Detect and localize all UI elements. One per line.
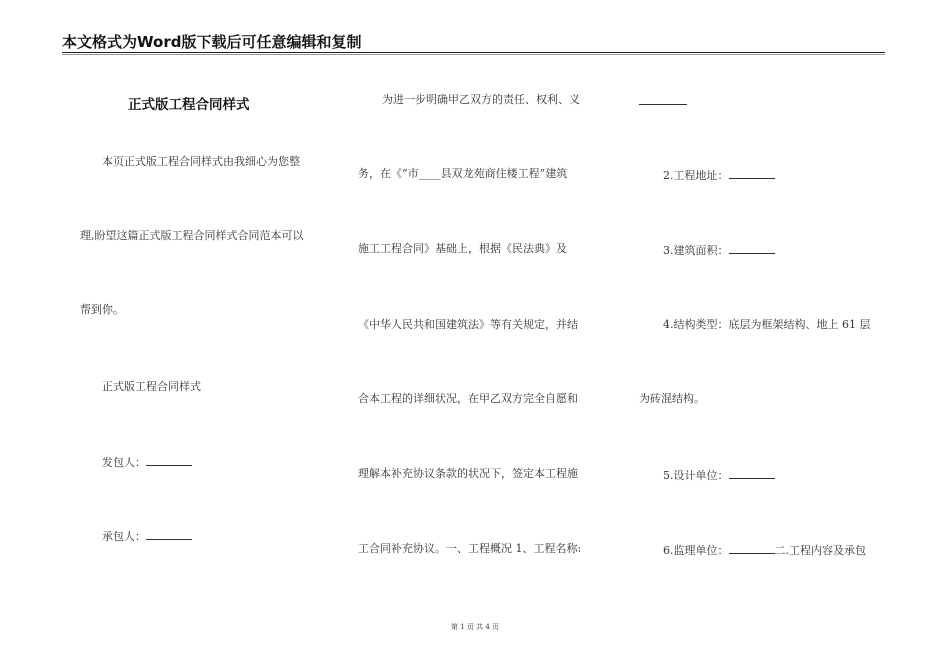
header-rule — [62, 52, 885, 53]
party-a-blank — [146, 454, 192, 466]
item-5-blank — [729, 467, 775, 479]
item-4-line: 4.结构类型：底层为框架结构、地上 61 层 — [663, 318, 871, 331]
body-line-5: 合本工程的详细状况，在甲乙双方完全自愿和 — [358, 392, 578, 405]
item-4-continued: 为砖混结构。 — [639, 392, 705, 405]
project-name-blank — [639, 93, 687, 105]
body-line-1: 为进一步明确甲乙双方的责任、权利、义 — [382, 93, 580, 106]
item-2-label: 2.工程地址： — [663, 169, 729, 182]
item-2-line — [663, 167, 775, 183]
party-a-label: 发包人： — [102, 456, 146, 469]
item-3-line — [663, 242, 775, 258]
page-number: 第 1 页 共 4 页 — [450, 623, 500, 631]
project-name-blank-line — [639, 93, 687, 109]
body-line-6: 理解本补充协议条款的状况下，签定本工程施 — [358, 467, 578, 480]
item-5-line — [663, 467, 775, 483]
page-title: 正式版工程合同样式 — [128, 97, 250, 113]
item-6-label: 6.监理单位： — [663, 544, 729, 557]
party-b-line — [102, 528, 192, 544]
party-b-label: 承包人： — [102, 530, 146, 543]
party-a-line — [102, 454, 192, 470]
body-line-4: 《中华人民共和国建筑法》等有关规定，并结 — [358, 318, 578, 331]
body-line-7: 工合同补充协议。一、工程概况 1、工程名称: — [358, 542, 582, 555]
intro-line-1: 本页正式版工程合同样式由我细心为您整 — [102, 155, 300, 168]
intro-line-2: 理,盼望这篇正式版工程合同样式合同范本可以 — [80, 229, 304, 242]
document-header: 本文格式为Word版下载后可任意编辑和复制 — [62, 33, 362, 51]
body-line-2: 务，在《“市____县双龙苑商住楼工程”建筑 — [358, 167, 568, 180]
item-6-line — [663, 542, 866, 558]
body-line-3: 施工工程合同》基础上，根据《民法典》及 — [358, 242, 567, 255]
item-6-tail: 二.工程内容及承包 — [774, 544, 866, 557]
item-3-blank — [729, 242, 775, 254]
intro-line-3: 帮到你。 — [80, 303, 124, 316]
header-rule-thin — [62, 54, 885, 55]
item-3-label: 3.建筑面积： — [663, 244, 729, 257]
item-2-blank — [729, 167, 775, 179]
party-b-blank — [146, 528, 192, 540]
contract-subtitle: 正式版工程合同样式 — [102, 380, 201, 393]
item-5-label: 5.设计单位： — [663, 469, 729, 482]
item-6-blank — [729, 542, 775, 554]
